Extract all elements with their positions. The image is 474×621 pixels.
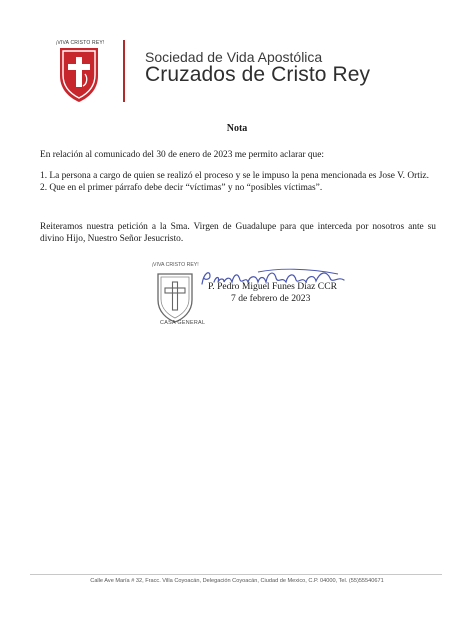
shield-cross-icon	[56, 40, 102, 104]
stamp-shield-cross-icon	[148, 262, 202, 328]
header-divider	[123, 40, 125, 102]
logo-top-text: ¡VIVA CRISTO REY!	[55, 40, 105, 46]
intro-paragraph: En relación al comunicado del 30 de enero de 2023 me permito aclarar que:	[40, 150, 324, 160]
stamp-top-text: ¡VIVA CRISTO REY!	[151, 262, 199, 268]
points-list	[40, 171, 436, 194]
signer-name: P. Pedro Miguel Funes Díaz CCR	[208, 281, 337, 292]
org-subtitle: Sociedad de Vida Apostólica	[145, 49, 323, 65]
list-item: 2. Que en el primer párrafo debe decir “víctimas” y no “posibles víctimas”.	[40, 182, 323, 193]
document-title: Nota	[226, 123, 248, 134]
signature-date: 7 de febrero de 2023	[231, 293, 311, 304]
footer-address: Calle Ave María # 32, Fracc. Villa Coyoacán, Delegación Coyoacán, Ciudad de Mexico, C.P. 04000, Tel. (55)55540671	[90, 578, 384, 584]
stamp-bottom-text: CASA GENERAL	[160, 320, 206, 326]
footer-divider	[30, 574, 442, 575]
org-name: Cruzados de Cristo Rey	[145, 63, 371, 86]
list-item: 1. La persona a cargo de quien se realizó el proceso y se le impuso la pena mencionada es Jose V. Ortiz.	[40, 171, 429, 181]
closing-paragraph: Reiteramos nuestra petición a la Sma. Virgen de Guadalupe para que interceda por nosotros ante su divino Hijo, Nuestro Señor Jesucristo.	[40, 222, 436, 244]
